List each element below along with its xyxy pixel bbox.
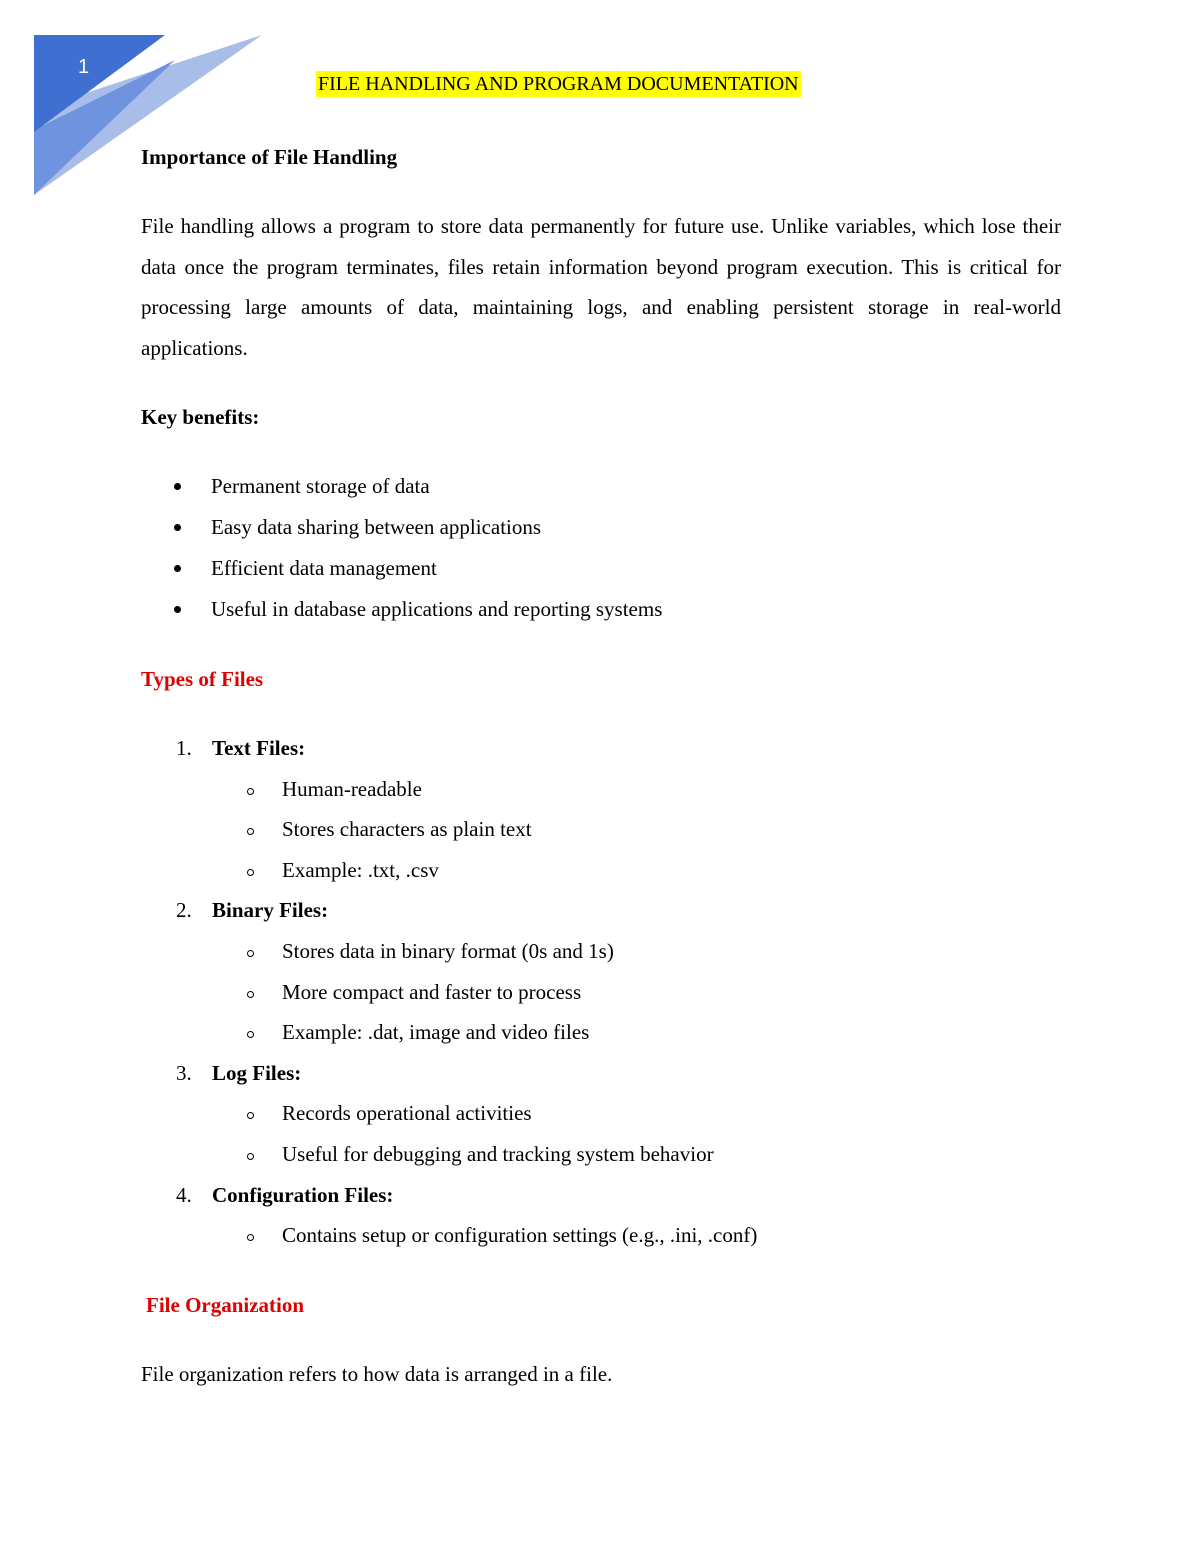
file-type-title: Configuration Files: [212,1182,394,1207]
circle-bullet-icon [247,869,254,876]
list-item: Example: .dat, image and video files [141,1012,1061,1053]
file-type-number: 2. [176,898,192,923]
file-type-number: 1. [176,736,192,760]
list-item: Useful in database applications and reporting systems [141,589,1061,630]
list-item: Records operational activities [141,1093,1061,1134]
file-organization-paragraph: File organization refers to how data is arranged in a file. [141,1361,613,1386]
bullet-icon [174,606,181,613]
file-type-item [141,1053,1061,1175]
circle-bullet-icon [247,1031,254,1038]
list-item: Useful for debugging and tracking system behavior [141,1134,1061,1175]
file-type-number: 4. [176,1182,192,1207]
document-body [141,140,1061,1394]
document-header-title: FILE HANDLING AND PROGRAM DOCUMENTATION [318,73,799,95]
file-type-item [141,728,1061,890]
list-item: Example: .txt, .csv [141,850,1061,891]
circle-bullet-icon [247,828,254,835]
circle-bullet-icon [247,950,254,957]
list-item: Permanent storage of data [141,466,1061,507]
list-item: Easy data sharing between applications [141,507,1061,548]
bullet-icon [174,565,181,572]
list-item: Contains setup or configuration settings (e.g., .ini, .conf) [141,1215,1061,1256]
file-type-item [141,1175,1061,1256]
list-item: Human-readable [141,769,1061,810]
circle-bullet-icon [247,1112,254,1119]
file-type-number: 3. [176,1060,192,1085]
benefits-list [141,466,1061,630]
file-type-item [141,890,1061,1052]
key-benefits-heading: Key benefits: [141,405,260,429]
file-organization-heading: File Organization [146,1292,305,1317]
circle-bullet-icon [247,991,254,998]
circle-bullet-icon [247,1234,254,1241]
importance-paragraph: File handling allows a program to store data permanently for future use. Unlike variables, which lose their data once the program terminates, files retain information beyond program execution. This is critical for processing large amounts of data, maintaining logs, and enabling persistent storage in real-world applications. [141,214,1061,360]
circle-bullet-icon [247,1153,254,1160]
file-type-title: Binary Files: [212,898,329,923]
list-item: More compact and faster to process [141,972,1061,1013]
list-item: Stores characters as plain text [141,809,1061,850]
file-type-title: Log Files: [212,1060,302,1085]
types-of-files-heading: Types of Files [141,667,264,691]
list-item: Stores data in binary format (0s and 1s) [141,931,1061,972]
page-number: 1 [78,56,90,78]
file-types-list [141,728,1061,1256]
bullet-icon [174,483,181,490]
circle-bullet-icon [247,788,254,795]
bullet-icon [174,524,181,531]
file-type-title: Text Files: [212,736,306,760]
importance-heading: Importance of File Handling [141,145,398,169]
list-item: Efficient data management [141,548,1061,589]
